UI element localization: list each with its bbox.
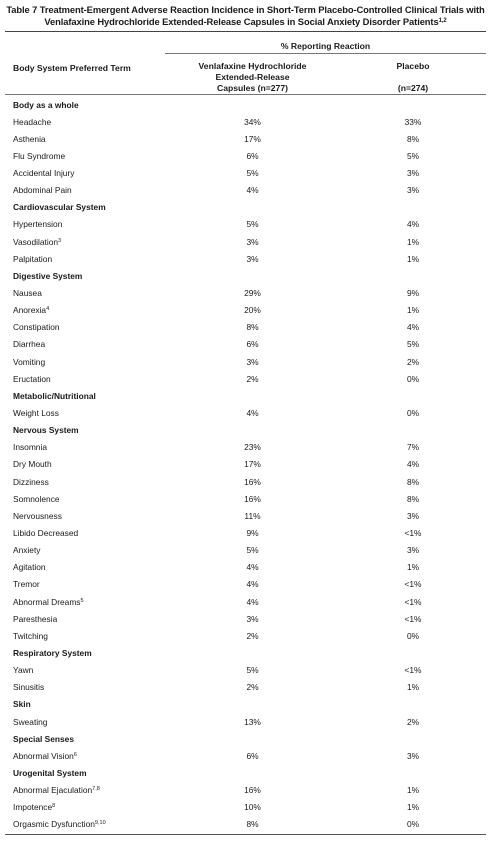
section-row — [5, 199, 486, 216]
drug-percent: 10% — [244, 802, 261, 813]
section-title — [13, 391, 96, 401]
placebo-percent: 3% — [406, 185, 420, 196]
term-text: Special Senses — [13, 733, 74, 744]
drug-percent: 11% — [244, 510, 261, 521]
term-text: Asthenia — [13, 133, 46, 144]
preferred-term — [13, 665, 33, 675]
term-text: Diarrhea — [13, 339, 46, 350]
placebo-percent: 8% — [406, 476, 420, 487]
placebo-percent: 5% — [406, 339, 420, 350]
placebo-percent: 1% — [406, 236, 420, 247]
preferred-term — [13, 819, 106, 829]
section-title — [13, 271, 82, 281]
column-header-term: Body System Preferred Term — [13, 63, 131, 73]
table-row — [5, 507, 486, 524]
table-row — [5, 370, 486, 387]
term-text: Palpitation — [13, 253, 53, 264]
footnote-ref: 5 — [80, 597, 84, 604]
table-title — [5, 0, 486, 27]
placebo-percent: <1% — [404, 613, 422, 624]
table-header — [5, 32, 486, 94]
section-row — [5, 96, 486, 113]
column-header-placebo-line-2: (n=274) — [397, 83, 429, 93]
column-header-drug — [165, 61, 340, 94]
table-title-footnote-ref: 1,2 — [438, 17, 447, 24]
section-row — [5, 267, 486, 284]
drug-percent: 5% — [246, 219, 259, 230]
term-text: Sinusitis — [13, 682, 45, 693]
table-row — [5, 319, 486, 336]
drug-percent: 6% — [246, 339, 259, 350]
placebo-percent: 1% — [406, 682, 420, 693]
section-row — [5, 730, 486, 747]
drug-percent: 2% — [246, 630, 259, 641]
table-row — [5, 216, 486, 233]
section-row — [5, 696, 486, 713]
placebo-percent: 33% — [404, 116, 422, 127]
section-title — [13, 648, 92, 658]
term-text: Tremor — [13, 579, 40, 590]
table-title-line-1: Table 7 Treatment-Emergent Adverse Reaction Incidence in Short-Term Placebo-Controlled Clinical Trials with — [6, 4, 485, 15]
term-text: Flu Syndrome — [13, 150, 66, 161]
preferred-term — [13, 562, 46, 572]
table-row — [5, 233, 486, 250]
table-row — [5, 113, 486, 130]
table-row — [5, 439, 486, 456]
drug-percent: 8% — [246, 322, 259, 333]
preferred-term — [13, 614, 57, 624]
section-title — [13, 734, 74, 744]
placebo-percent: 4% — [406, 219, 420, 230]
preferred-term — [13, 682, 44, 692]
placebo-percent: 1% — [406, 785, 420, 796]
preferred-term — [13, 134, 46, 144]
drug-percent: 4% — [246, 185, 259, 196]
drug-percent: 4% — [246, 408, 259, 419]
preferred-term — [13, 717, 47, 727]
term-text: Somnolence — [13, 493, 60, 504]
drug-percent: 6% — [246, 150, 259, 161]
drug-percent: 4% — [246, 579, 259, 590]
table-row — [5, 576, 486, 593]
table-row — [5, 799, 486, 816]
column-header-drug-line-1: Venlafaxine Hydrochloride — [198, 61, 307, 71]
placebo-percent: <1% — [404, 528, 422, 539]
placebo-percent: 1% — [406, 802, 420, 813]
table-row — [5, 353, 486, 370]
table-row — [5, 525, 486, 542]
preferred-term — [13, 305, 49, 315]
table-row — [5, 130, 486, 147]
term-text: Body as a whole — [13, 99, 79, 110]
placebo-percent: 0% — [406, 408, 420, 419]
table-row — [5, 559, 486, 576]
drug-percent: 2% — [246, 682, 259, 693]
term-text: Sweating — [13, 716, 48, 727]
table-row — [5, 747, 486, 764]
term-text: Abnormal Vision — [13, 750, 74, 761]
table-row — [5, 147, 486, 164]
footnote-ref: 3 — [58, 237, 62, 244]
table-row — [5, 405, 486, 422]
term-text: Metabolic/Nutritional — [13, 390, 96, 401]
drug-percent: 5% — [246, 665, 259, 676]
placebo-percent: 1% — [406, 253, 420, 264]
term-text: Orgasmic Dysfunction — [13, 819, 95, 830]
table-title-line-2-text: Venlafaxine Hydrochloride Extended-Release Capsules in Social Anxiety Disorder Patients — [44, 15, 439, 27]
preferred-term — [13, 237, 61, 247]
term-text: Abnormal Dreams — [13, 596, 81, 607]
placebo-percent: 5% — [406, 150, 420, 161]
term-text: Hypertension — [13, 219, 63, 230]
footnote-ref: 9,10 — [94, 820, 106, 827]
placebo-percent: 2% — [406, 356, 420, 367]
term-text: Urogenital System — [13, 767, 87, 778]
placebo-percent: 9% — [406, 288, 420, 299]
preferred-term — [13, 117, 51, 127]
placebo-percent: <1% — [404, 579, 422, 590]
placebo-percent: 3% — [406, 750, 420, 761]
section-row — [5, 764, 486, 781]
column-header-drug-line-2: Extended-Release — [215, 72, 290, 82]
term-text: Skin — [13, 699, 31, 710]
drug-percent: 8% — [246, 819, 259, 830]
placebo-percent: 8% — [406, 133, 420, 144]
table-row — [5, 679, 486, 696]
drug-percent: 4% — [246, 562, 259, 573]
preferred-term — [13, 408, 59, 418]
preferred-term — [13, 219, 62, 229]
footnote-ref: 7,8 — [92, 786, 100, 793]
drug-percent: 23% — [244, 442, 261, 453]
section-title — [13, 768, 87, 778]
drug-percent: 16% — [244, 785, 261, 796]
term-text: Digestive System — [13, 270, 83, 281]
placebo-percent: 0% — [406, 819, 420, 830]
term-text: Yawn — [13, 665, 34, 676]
term-text: Abnormal Ejaculation — [13, 785, 93, 796]
section-row — [5, 645, 486, 662]
column-header-placebo — [340, 61, 486, 94]
term-text: Weight Loss — [13, 408, 59, 419]
term-text: Agitation — [13, 562, 46, 573]
placebo-percent: 3% — [406, 168, 420, 179]
term-text: Cardiovascular System — [13, 202, 106, 213]
drug-percent: 16% — [244, 476, 261, 487]
term-text: Eructation — [13, 373, 51, 384]
drug-percent: 3% — [246, 236, 259, 247]
term-text: Accidental Injury — [13, 168, 75, 179]
preferred-term — [13, 477, 49, 487]
preferred-term — [13, 151, 65, 161]
section-title — [13, 699, 31, 709]
drug-percent: 17% — [244, 133, 261, 144]
drug-percent: 34% — [244, 116, 261, 127]
table-row — [5, 662, 486, 679]
table-row — [5, 302, 486, 319]
preferred-term — [13, 339, 45, 349]
term-text: Twitching — [13, 630, 48, 641]
preferred-term — [13, 631, 48, 641]
table-row — [5, 250, 486, 267]
preferred-term — [13, 511, 62, 521]
table-row — [5, 627, 486, 644]
term-text: Nervous System — [13, 425, 79, 436]
drug-percent: 17% — [244, 459, 261, 470]
preferred-term — [13, 494, 60, 504]
section-row — [5, 422, 486, 439]
placebo-percent: <1% — [404, 596, 422, 607]
placebo-percent: 8% — [406, 493, 420, 504]
preferred-term — [13, 751, 77, 761]
term-text: Libido Decreased — [13, 528, 79, 539]
term-text: Constipation — [13, 322, 60, 333]
column-header-drug-line-3: Capsules (n=277) — [217, 83, 288, 93]
section-row — [5, 387, 486, 404]
preferred-term — [13, 785, 100, 795]
drug-percent: 29% — [244, 288, 261, 299]
drug-percent: 3% — [246, 253, 259, 264]
preferred-term — [13, 322, 60, 332]
placebo-percent: 1% — [406, 305, 420, 316]
term-text: Insomnia — [13, 442, 47, 453]
term-text: Anxiety — [13, 545, 41, 556]
table-row — [5, 490, 486, 507]
table-row — [5, 456, 486, 473]
section-title — [13, 425, 79, 435]
placebo-percent: 2% — [406, 716, 420, 727]
bottom-rule — [5, 834, 486, 835]
table-title-line-2 — [5, 16, 486, 28]
preferred-term — [13, 459, 52, 469]
section-title — [13, 202, 106, 212]
table-row — [5, 542, 486, 559]
adverse-reaction-table — [5, 0, 486, 835]
preferred-term — [13, 168, 74, 178]
column-header-placebo-line-1: Placebo — [396, 61, 430, 71]
table-row — [5, 816, 486, 833]
preferred-term — [13, 802, 55, 812]
header-subrule — [165, 53, 486, 54]
drug-percent: 9% — [246, 528, 259, 539]
placebo-percent: 7% — [406, 442, 420, 453]
term-text: Paresthesia — [13, 613, 58, 624]
table-row — [5, 285, 486, 302]
term-text: Impotence — [13, 802, 53, 813]
term-text: Dry Mouth — [13, 459, 52, 470]
table-row — [5, 473, 486, 490]
drug-percent: 16% — [244, 493, 261, 504]
percent-reporting-header: % Reporting Reaction — [280, 41, 371, 51]
drug-percent: 20% — [244, 305, 261, 316]
drug-percent: 13% — [244, 716, 261, 727]
term-text: Respiratory System — [13, 648, 92, 658]
table-row — [5, 610, 486, 627]
table-row — [5, 182, 486, 199]
footnote-ref: 4 — [46, 306, 50, 313]
term-text: Vomiting — [13, 356, 46, 367]
placebo-percent: 3% — [406, 510, 420, 521]
table-row — [5, 165, 486, 182]
preferred-term — [13, 579, 40, 589]
drug-percent: 5% — [246, 168, 259, 179]
term-text: Vasodilation — [13, 236, 59, 247]
term-text: Nausea — [13, 288, 42, 299]
preferred-term — [13, 185, 72, 195]
term-text: Abdominal Pain — [13, 185, 72, 196]
table-row — [5, 336, 486, 353]
preferred-term — [13, 442, 47, 452]
table-row — [5, 782, 486, 799]
placebo-percent: 0% — [406, 373, 420, 384]
preferred-term — [13, 597, 84, 607]
preferred-term — [13, 528, 78, 538]
preferred-term — [13, 254, 52, 264]
footnote-ref: 6 — [73, 751, 77, 758]
placebo-percent: 0% — [406, 630, 420, 641]
section-title — [13, 100, 79, 110]
table-row — [5, 593, 486, 610]
preferred-term — [13, 374, 51, 384]
table-row — [5, 713, 486, 730]
table-body — [5, 95, 486, 833]
term-text: Anorexia — [13, 305, 47, 316]
footnote-ref: 8 — [52, 803, 56, 810]
preferred-term — [13, 545, 40, 555]
placebo-percent: <1% — [404, 665, 422, 676]
preferred-term — [13, 288, 42, 298]
term-text: Headache — [13, 116, 52, 127]
term-text: Dizziness — [13, 476, 49, 487]
placebo-percent: 4% — [406, 322, 420, 333]
placebo-percent: 3% — [406, 545, 420, 556]
drug-percent: 5% — [246, 545, 259, 556]
drug-percent: 6% — [246, 750, 259, 761]
drug-percent: 2% — [246, 373, 259, 384]
drug-percent: 3% — [246, 356, 259, 367]
term-text: Nervousness — [13, 510, 62, 521]
placebo-percent: 4% — [406, 459, 420, 470]
preferred-term — [13, 357, 45, 367]
drug-percent: 4% — [246, 596, 259, 607]
placebo-percent: 1% — [406, 562, 420, 573]
drug-percent: 3% — [246, 613, 259, 624]
